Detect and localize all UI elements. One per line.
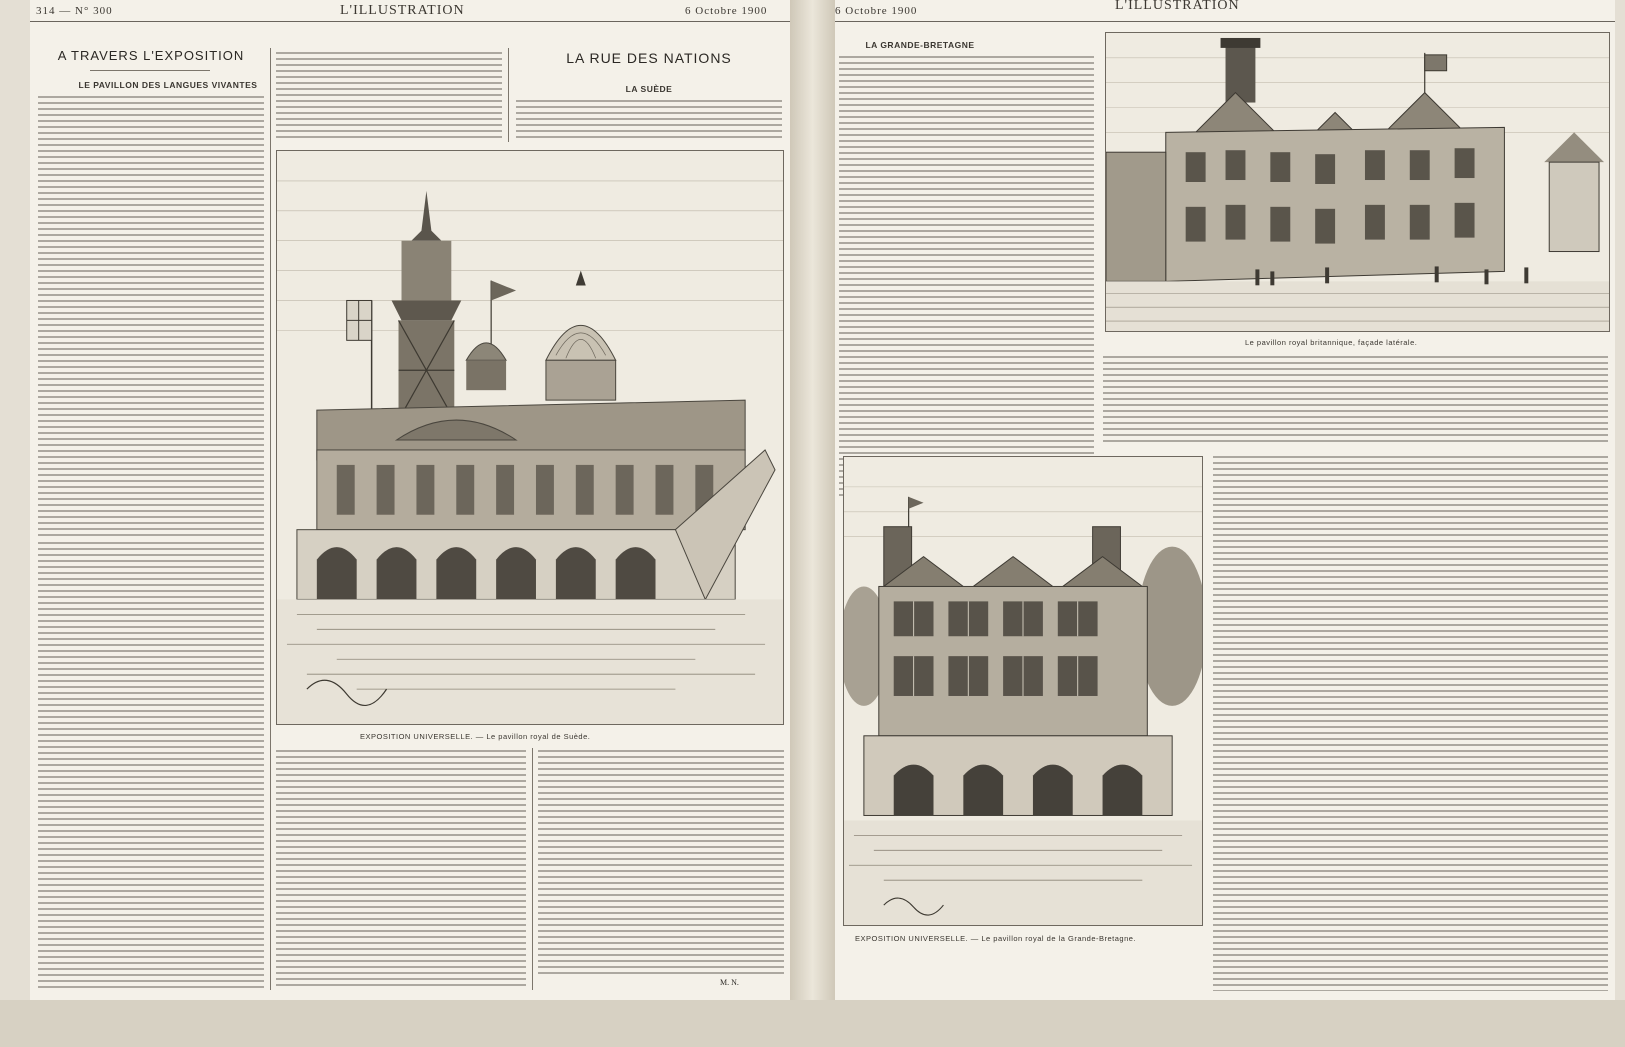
british-pavilion-lateral-engraving xyxy=(1106,33,1609,331)
column-rule xyxy=(508,48,509,142)
masthead: L'ILLUSTRATION xyxy=(1115,0,1240,13)
article-subhead: LE PAVILLON DES LANGUES VIVANTES xyxy=(78,80,258,90)
article-title: A TRAVERS L'EXPOSITION xyxy=(57,48,245,63)
figure-caption: Le pavillon royal britannique, façade latérale. xyxy=(1245,338,1418,347)
masthead: L'ILLUSTRATION xyxy=(340,3,465,18)
article-text-column xyxy=(38,96,264,536)
article-text-column xyxy=(1103,356,1608,446)
sweden-pavilion-engraving xyxy=(277,151,783,724)
article-subhead: LA SUÈDE xyxy=(625,84,673,94)
article-text-column xyxy=(276,52,502,140)
article-text-column xyxy=(839,56,1094,496)
title-rule xyxy=(90,70,210,71)
illustration-sweden-pavilion xyxy=(276,150,784,725)
book-gutter xyxy=(790,0,835,1000)
article-text-column xyxy=(1213,456,1608,991)
illustration-british-pavilion-lateral xyxy=(1105,32,1610,332)
illustration-british-pavilion-facade xyxy=(843,456,1203,926)
figure-caption: EXPOSITION UNIVERSELLE. — Le pavillon royal de Suède. xyxy=(360,732,591,741)
left-page xyxy=(30,0,790,1000)
british-pavilion-facade-engraving xyxy=(844,457,1202,925)
issue-date: 6 Octobre 1900 xyxy=(835,5,918,17)
right-running-head xyxy=(835,0,1615,22)
article-text-column xyxy=(538,750,784,975)
article-title: LA RUE DES NATIONS xyxy=(566,50,732,66)
right-page xyxy=(835,0,1615,1000)
article-signature: M. N. xyxy=(720,978,739,987)
article-text-column xyxy=(276,750,526,990)
column-rule xyxy=(532,748,533,990)
article-text-column xyxy=(38,542,264,990)
page-number: 314 — N° 300 xyxy=(36,5,113,17)
article-subhead: LA GRANDE-BRETAGNE xyxy=(865,40,975,50)
issue-date: 6 Octobre 1900 xyxy=(685,5,768,17)
figure-caption: EXPOSITION UNIVERSELLE. — Le pavillon royal de la Grande-Bretagne. xyxy=(855,934,1137,943)
scan-background xyxy=(0,1000,1625,1047)
column-rule xyxy=(270,48,271,990)
article-text-column xyxy=(516,100,782,140)
left-running-head xyxy=(30,0,790,22)
